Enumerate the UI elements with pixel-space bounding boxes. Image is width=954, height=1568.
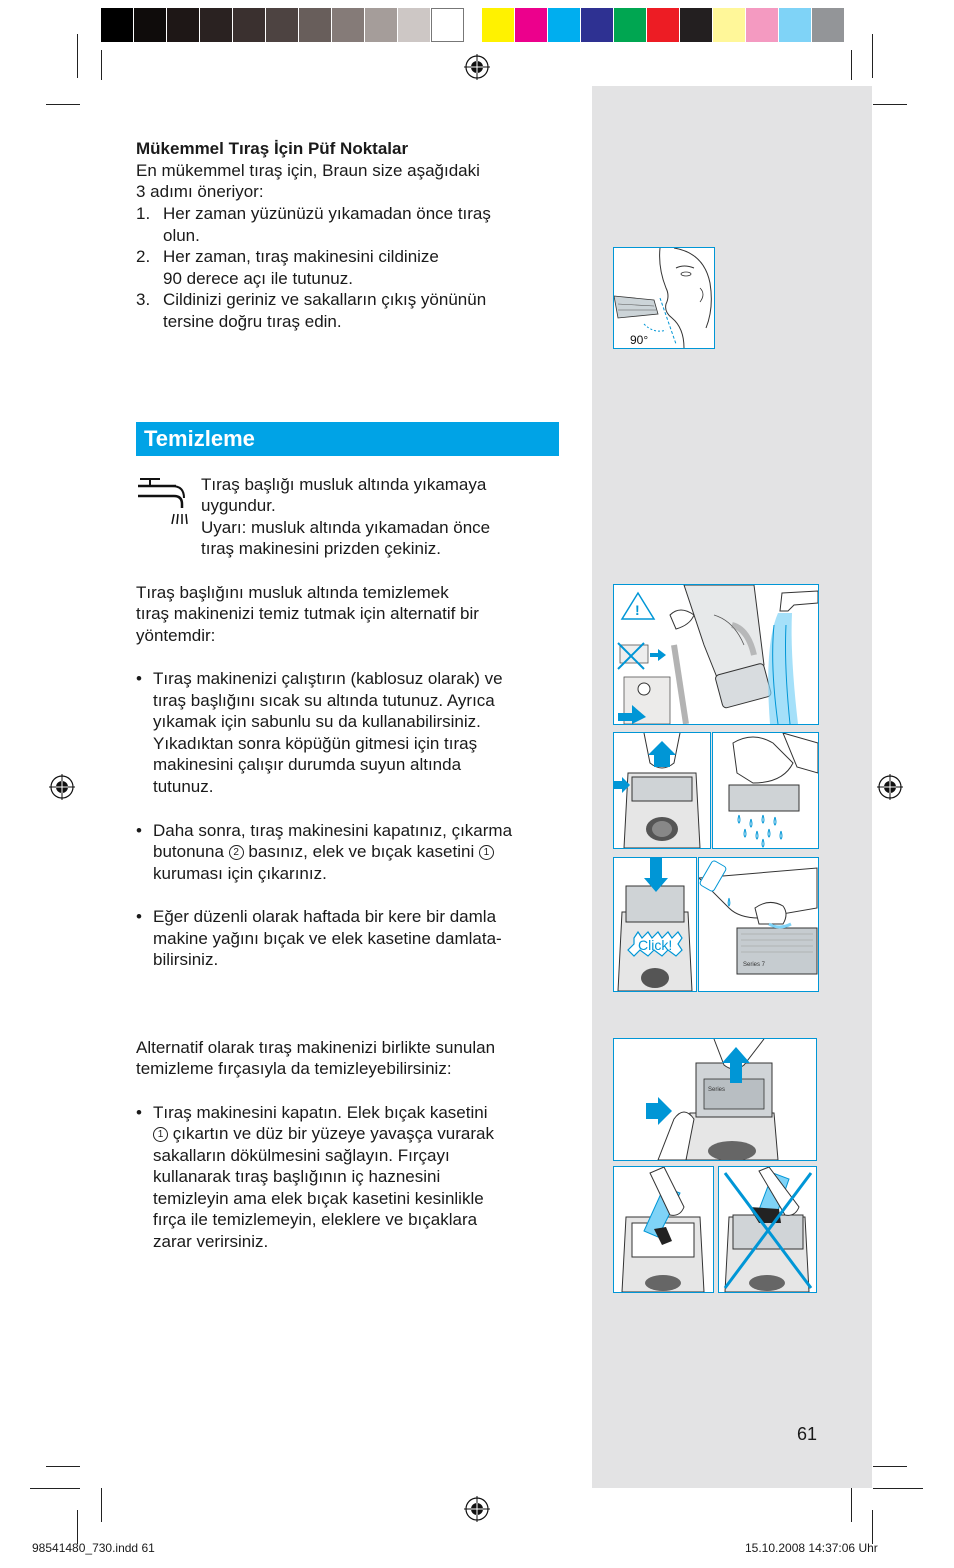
figure-remove-cassette — [613, 732, 711, 849]
bullet-line: tutunuz. — [153, 777, 214, 796]
crop-mark — [873, 1466, 907, 1467]
crop-mark — [851, 1488, 852, 1522]
tip-text: Cildinizi geriniz ve sakalların çıkış yönünün — [163, 290, 487, 309]
crop-mark — [46, 104, 80, 105]
crop-mark — [77, 34, 78, 78]
footer-file-info: 98541480_730.indd 61 — [32, 1541, 155, 1555]
warning-line: uygundur. — [201, 496, 276, 515]
bullet-line: tıraş başlığını sıcak su altında tutunuz. Ayrıca — [153, 691, 495, 710]
part-number-2: 2 — [229, 845, 244, 860]
bullet-line: Eğer düzenli olarak haftada bir kere bir damla — [153, 907, 497, 926]
tip-text: Her zaman yüzünüzü yıkamadan önce tıraş — [163, 204, 491, 223]
color-swatch — [299, 8, 332, 42]
color-swatch — [581, 8, 614, 42]
warning-line: Tıraş başlığı musluk altında yıkamaya — [201, 475, 487, 494]
color-swatch — [779, 8, 812, 42]
bullet-line — [153, 841, 494, 863]
paragraph-line: yöntemdir: — [136, 626, 216, 645]
bullet-line: yıkamak için sabunlu su da kullanabilirsiniz. — [153, 712, 481, 731]
figure-brush-cassette-forbidden — [718, 1166, 817, 1293]
bullet-line: sakalların dökülmesini sağlayın. Fırçayı — [153, 1146, 450, 1165]
page-number: 61 — [797, 1424, 818, 1444]
bullet-text: basınız, elek ve bıçak kasetini — [248, 842, 475, 861]
crop-mark — [30, 1488, 80, 1489]
figure-shaving-angle — [613, 247, 715, 349]
angle-label: 90° — [630, 333, 649, 347]
color-swatch — [266, 8, 299, 42]
paragraph-line: Alternatif olarak tıraş makinenizi birlikte sunulan — [136, 1038, 496, 1057]
bullet-line: fırça ile temizlemeyin, eleklere ve bıçaklara — [153, 1210, 478, 1229]
tips-title: Mükemmel Tıraş İçin Püf Noktalar — [136, 139, 409, 158]
color-bar-grayscale — [101, 8, 464, 42]
color-bar-colors — [482, 8, 845, 42]
series-label: Series 7 — [743, 962, 766, 968]
crop-mark — [101, 50, 102, 80]
bullet-line: kuruması için çıkarınız. — [153, 864, 327, 883]
section-heading — [136, 422, 559, 456]
color-swatch — [713, 8, 746, 42]
registration-mark-icon — [464, 1496, 490, 1522]
color-swatch — [167, 8, 200, 42]
warning-line: Uyarı: musluk altında yıkamadan önce — [201, 518, 491, 537]
color-swatch — [101, 8, 134, 42]
color-swatch — [548, 8, 581, 42]
crop-mark — [872, 34, 873, 78]
crop-mark — [77, 1510, 78, 1544]
figure-remove-for-brush — [613, 1038, 817, 1161]
part-number-1: 1 — [153, 1127, 168, 1142]
bullet-text: butonuna — [153, 842, 224, 861]
warning-line: tıraş makinesini prizden çekiniz. — [201, 539, 441, 558]
color-swatch — [680, 8, 713, 42]
bullet-line: kullanarak tıraş başlığının iç haznesini — [153, 1167, 441, 1186]
crop-mark — [101, 1488, 102, 1522]
crop-mark — [46, 1466, 80, 1467]
list-number: 2. — [136, 247, 151, 266]
crop-mark — [873, 104, 907, 105]
bullet-line: zarar verirsiniz. — [153, 1232, 269, 1251]
tips-intro-line: En mükemmel tıraş için, Braun size aşağıdaki — [136, 161, 480, 180]
face-illustration — [614, 248, 714, 348]
tip-text: 90 derece açı ile tutunuz. — [163, 268, 353, 288]
bullet-line: makine yağını bıçak ve elek kasetine damlata- — [153, 929, 502, 948]
color-swatch — [482, 8, 515, 42]
figure-rinse-under-tap — [613, 584, 819, 725]
bullet-line: bilirsiniz. — [153, 950, 219, 969]
registration-mark-icon — [877, 774, 903, 800]
tip-text: Her zaman, tıraş makinesini cildinize — [163, 247, 439, 266]
bullet-line: makinesini çalışır durumda suyun altında — [153, 755, 462, 774]
bullet-line: Tıraş makinesini kapatın. Elek bıçak kasetini — [153, 1103, 488, 1122]
color-swatch — [134, 8, 167, 42]
bullet-marker: • — [136, 907, 142, 926]
color-swatch — [746, 8, 779, 42]
crop-mark — [851, 50, 852, 80]
color-swatch — [332, 8, 365, 42]
figure-oil-drop — [698, 857, 819, 992]
list-number: 3. — [136, 290, 151, 309]
color-swatch — [431, 8, 464, 42]
color-swatch — [200, 8, 233, 42]
part-number-1: 1 — [479, 845, 494, 860]
color-swatch — [365, 8, 398, 42]
bullet-line: Daha sonra, tıraş makinesini kapatınız, çıkarma — [153, 821, 513, 840]
crop-mark — [873, 1488, 923, 1489]
bullet-text: çıkartın ve düz bir yüzeye yavaşça vurarak — [172, 1124, 494, 1143]
list-number: 1. — [136, 204, 151, 223]
registration-mark-icon — [49, 774, 75, 800]
registration-mark-icon — [464, 54, 490, 80]
tips-intro-line: 3 adımı öneriyor: — [136, 182, 264, 201]
series-label: Series — [708, 1087, 726, 1093]
footer-timestamp: 15.10.2008 14:37:06 Uhr — [745, 1541, 878, 1555]
bullet-marker: • — [136, 669, 142, 688]
bullet-line: Yıkadıktan sonra köpüğün gitmesi için tıraş — [153, 734, 478, 753]
color-swatch — [812, 8, 845, 42]
color-swatch — [647, 8, 680, 42]
bullet-marker: • — [136, 821, 142, 840]
bullet-marker: • — [136, 1103, 142, 1122]
figure-brush-inside — [613, 1166, 714, 1293]
paragraph-line: tıraş makinenizi temiz tutmak için alternatif bir — [136, 604, 479, 623]
bullet-line: Tıraş makinenizi çalıştırın (kablosuz olarak) ve — [153, 669, 503, 688]
color-swatch — [515, 8, 548, 42]
faucet-icon — [136, 474, 192, 530]
section-heading-text: Temizleme — [144, 426, 255, 451]
figure-tap-cassette — [712, 732, 819, 849]
color-swatch — [233, 8, 266, 42]
paragraph-line: Tıraş başlığını musluk altında temizlemek — [136, 583, 449, 602]
tip-text: tersine doğru tıraş edin. — [163, 311, 342, 331]
svg-text:!: ! — [635, 602, 640, 618]
color-swatch — [614, 8, 647, 42]
bullet-line: temizleyin ama elek bıçak kasetini kesinlikle — [153, 1189, 484, 1208]
bullet-line — [153, 1123, 494, 1145]
figure-reinsert-click — [613, 857, 697, 992]
crop-mark — [872, 1510, 873, 1544]
color-swatch — [398, 8, 431, 42]
tip-text: olun. — [163, 225, 200, 245]
click-label: Click! — [638, 937, 673, 953]
paragraph-line: temizleme fırçasıyla da temizleyebilirsiniz: — [136, 1059, 452, 1078]
